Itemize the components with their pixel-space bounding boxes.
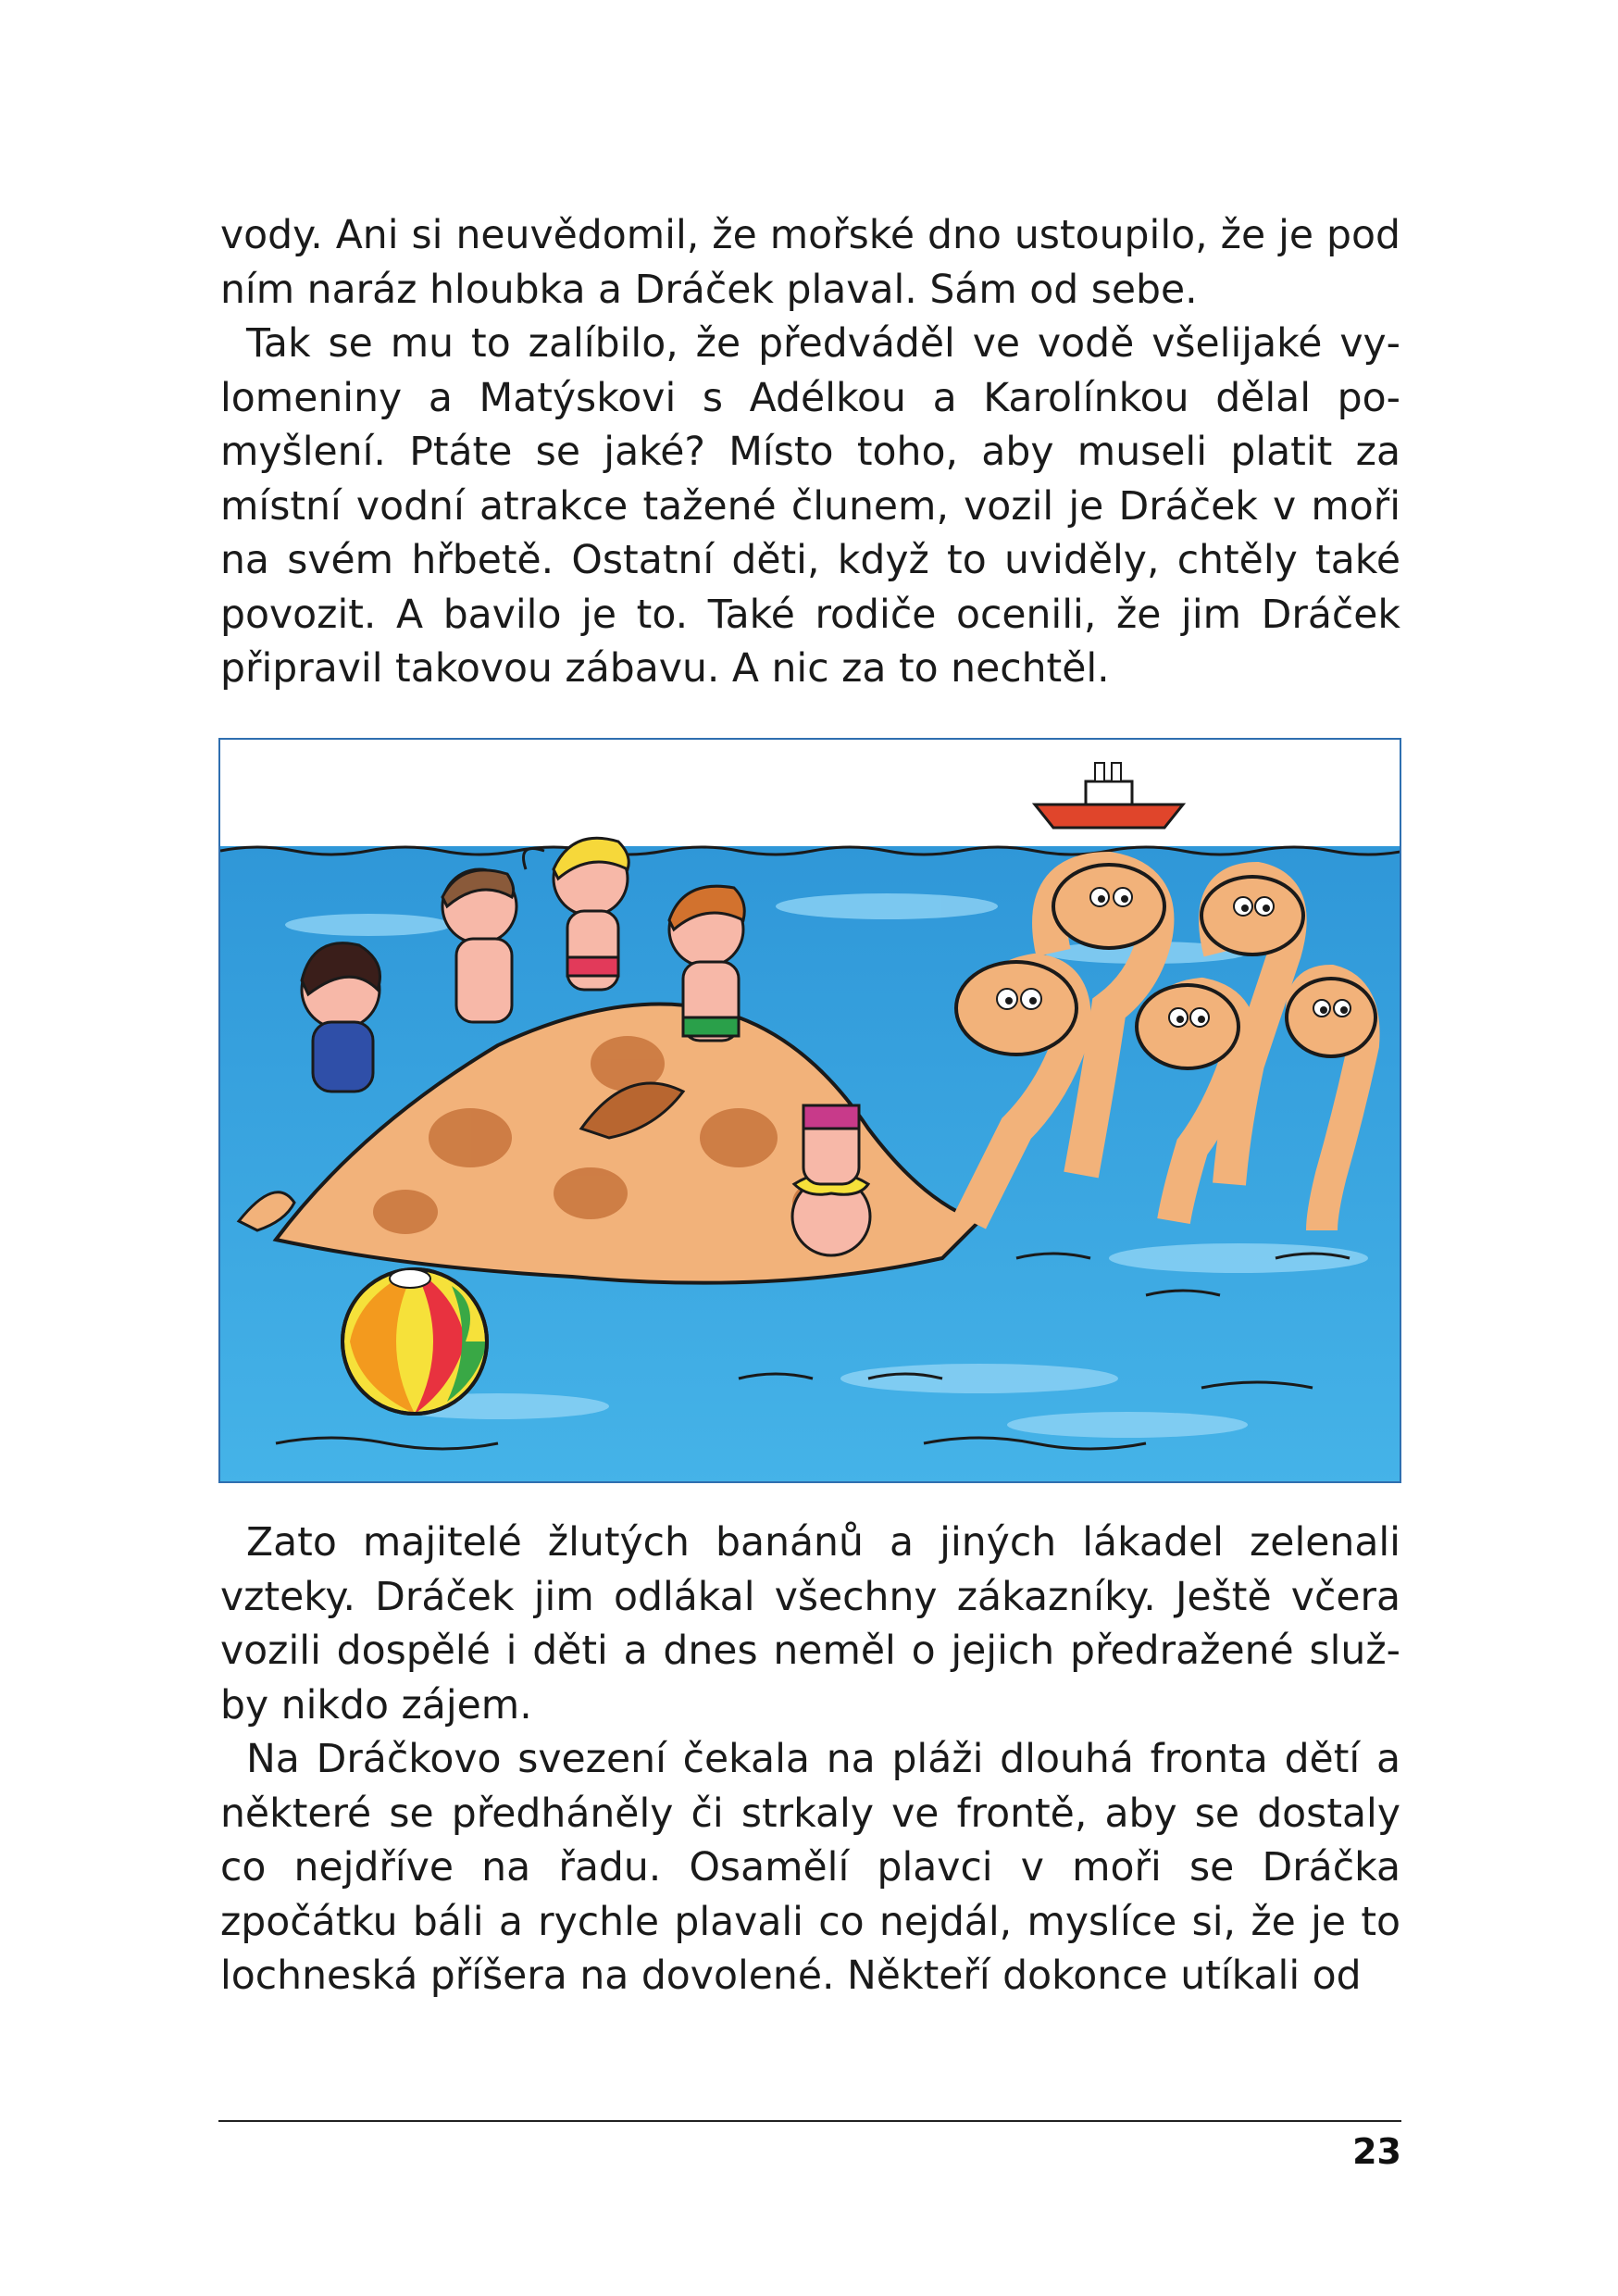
paragraph-4: Na Dráčkovo svezení čekala na pláži dlouhá fronta dětí a některé se předháněly či strkaly ve frontě, aby se dostaly co nejdříve na řadu. Osamělí plavci v moři se Dráčka zpočátku báli a rychle plavali co nejdál, myslíce si, že je to lochneská příšera na dovolené. Někteří dokonce utíkali od [220,1737,1400,1999]
illustration-children-riding-dragon [218,738,1401,1483]
sky [220,740,1400,851]
footer-rule [218,2120,1401,2122]
illustration-drawing [220,740,1400,1481]
paragraph-3: Zato majitelé žlutých banánů a jiných lákadel zelenali vzteky. Dráček jim odlákal všechny zákazníky. Ještě včera vozili dospělé i děti a dnes neměl o jejich předražené služby nikdo zájem. [220,1520,1400,1728]
page-number: 23 [1352,2131,1401,2172]
paragraph-1: vody. Ani si neuvědomil, že mořské dno ustoupilo, že je pod ním naráz hloubka a Dráček plaval. Sám od sebe. [220,213,1400,313]
beach-ball [342,1269,487,1414]
paragraph-2: Tak se mu to zalíbilo, že předváděl ve vodě všelijaké vylomeniny a Matýskovi s Adélkou a Karolínkou dělal pomyšlení. Ptáte se jaké? Místo toho, aby museli platit za místní vodní atrakce tažené člunem, vozil je Dráček v moři na svém hřbetě. Ostatní děti, když to uviděly, chtěly také povozit. A bavilo je to. Také rodiče ocenili, že jim Dráček připravil takovou zábavu. A nic za to nechtěl. [220,321,1400,692]
